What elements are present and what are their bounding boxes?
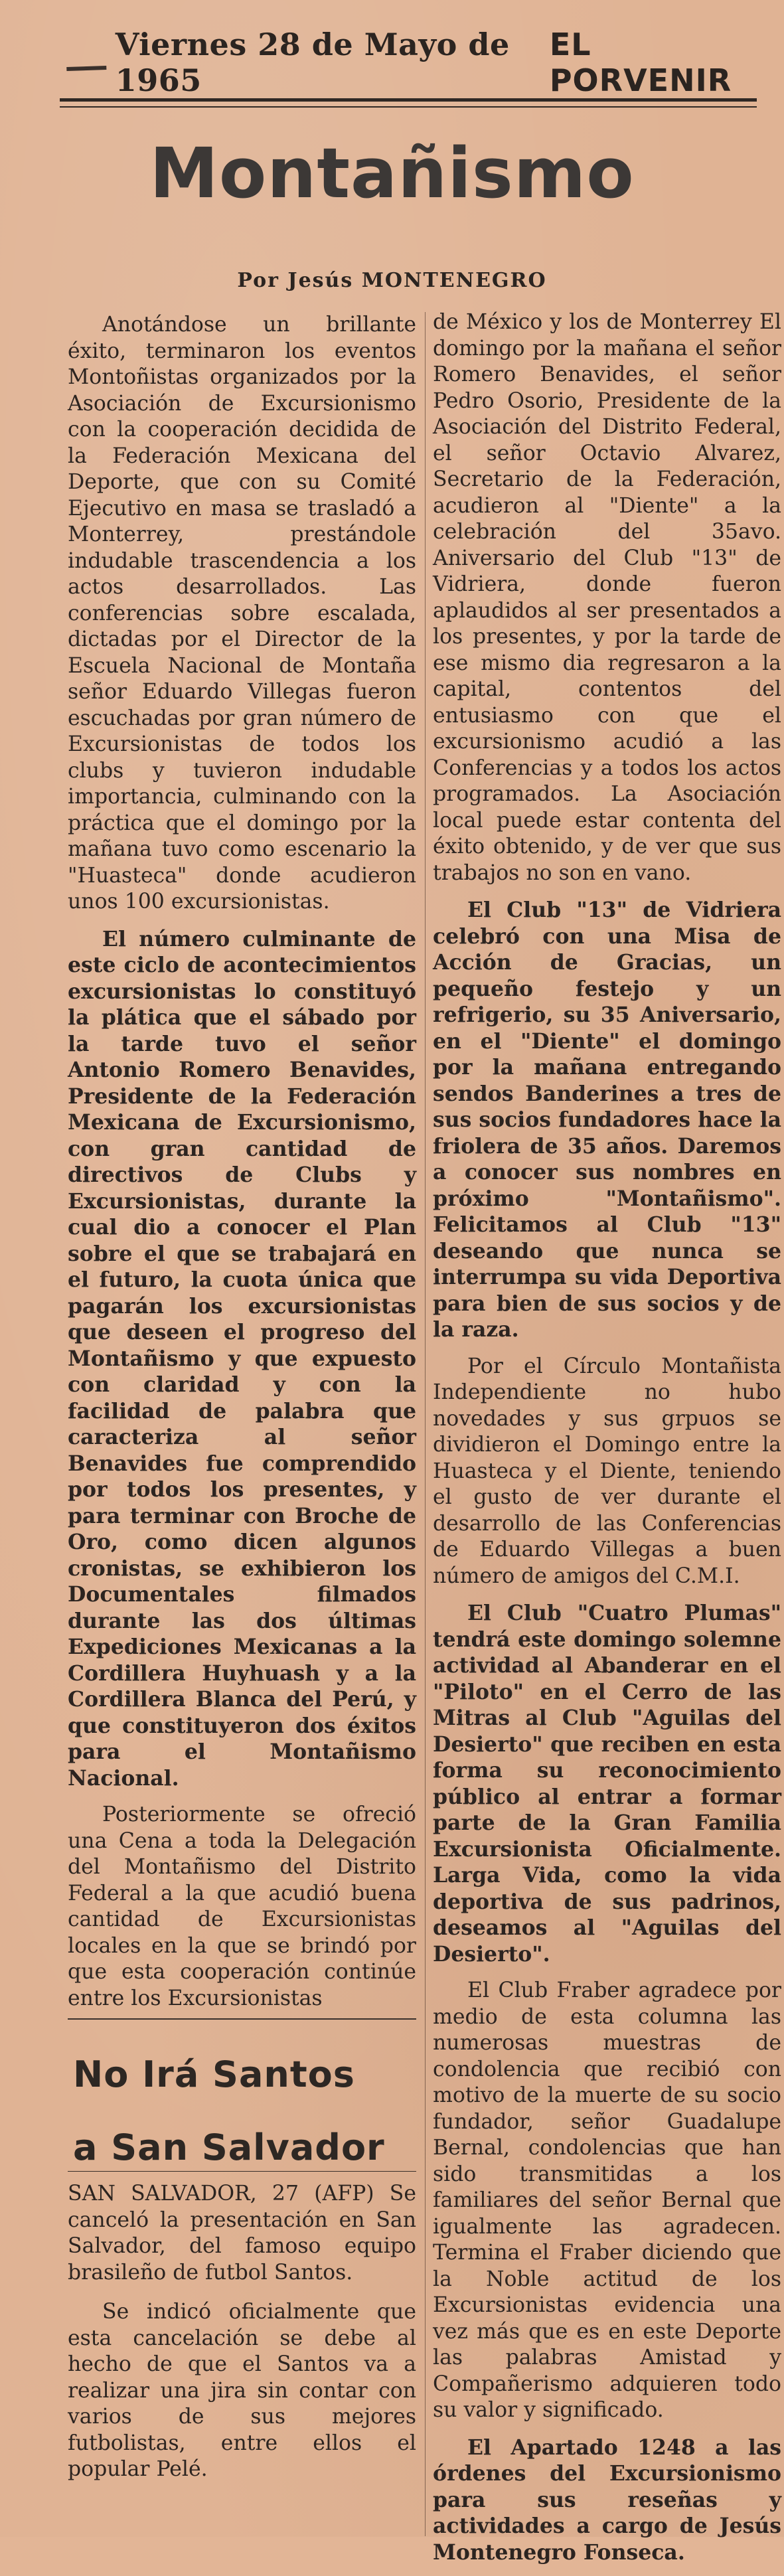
paragraph: Se indicó oficialmente que esta cancelación se debe al hecho de que el Santos va a realizar una jira sin contar con varios de sus mejores futbolistas, entre ellos el popular Pelé. [68, 2300, 416, 2481]
masthead-paper-name: EL PORVENIR [549, 27, 732, 98]
headline-underline [68, 2171, 416, 2172]
section-divider [68, 2018, 416, 2020]
masthead-date: Viernes 28 de Mayo de 1965 [115, 27, 510, 98]
paragraph [68, 2181, 416, 2286]
headline-line-2: a San Salvador [73, 2127, 385, 2168]
paragraph: Por el Círculo Montañista Independiente no hubo novedades y sus grpuos se dividieron el Domingo entre la Huasteca y el Diente, teniendo el gusto de ver durante el desarrollo de las Conferencias de Eduardo Villegas a buen número de amigos del C.M.I. [433, 1354, 781, 1588]
paragraph: de México y los de Monterrey El domingo por la mañana el señor Romero Benavides, el señor Pedro Osorio, Presidente de la Asociación del Distrito Federal, el señor Octavio Alvarez, Secretario de la Federación, acudieron al "Diente" a la celebración del 35avo. Aniversario del Club "13" de Vidriera, donde fueron aplaudidos al ser presentados a los presentes, y por la tarde de ese mismo dia regresaron a la capital, contentos del entusiasmo con que el excursionismo acudió a las Conferencias y a todos los actos programados. La Asociación local puede estar contenta del éxito obtenido, y de ver que sus trabajos no son en vano. [433, 310, 781, 885]
headline-line-1: No Irá Santos [73, 2053, 355, 2095]
masthead-rule [60, 98, 757, 102]
masthead [66, 27, 750, 98]
article-title: Montañismo [149, 133, 635, 214]
column-divider [425, 312, 426, 2536]
paragraph: Posteriormente se ofreció una Cena a toda la Delegación del Montañismo del Distrito Federal a la que acudió buena cantidad de Excursionistas locales en la que se brindó por que esta cooperación continúe entre los Excursionistas [68, 1803, 416, 2010]
paragraph: Anotándose un brillante éxito, terminaron los eventos Montoñistas organizados por la Asociación de Excursionismo con la cooperación decidida de la Federación Mexicana del Deporte, que con su Comité Ejecutivo en masa se trasladó a Monterrey, prestándole indudable trascendencia a los actos desarrollados. Las conferencias sobre escalada, dictadas por el Director de la Escuela Nacional de Montaña señor Eduardo Villegas fueron escuchadas por gran número de Excursionistas de todos los clubs y tuvieron indudable importancia, culminando con la práctica que el domingo por la mañana tuvo como escenario la "Huasteca" donde acudieron unos 100 excursionistas. [68, 313, 416, 914]
right-column [433, 309, 781, 2576]
article-byline: Por Jesús MONTENEGRO [237, 269, 547, 292]
paragraph-text: Se canceló la presentación en San Salvador, del famoso equipo brasileño de futbol Santos. [68, 2182, 416, 2285]
paragraph: El número culminante de este ciclo de acontecimientos excursionistas lo constituyó la plática que el sábado por la tarde tuvo el señor Antonio Romero Benavides, Presidente de la Federación Mexicana de Excursionismo, con gran cantidad de directivos de Clubs y Excursionistas, durante la cual dio a conocer el Plan sobre el que se trabajará en el futuro, la cuota única que pagarán los excursionistas que deseen el progreso del Montañismo y que expuesto con claridad y con la facilidad de palabra que caracteriza al señor Benavides fue comprendido por todos los presentes, y para terminar con Broche de Oro, como dicen algunos cronistas, se exhibieron los Documentales filmados durante las dos últimas Expediciones Mexicanas a la Cordillera Huyhuash y a la Cordillera Blanca del Perú, y que constituyeron dos éxitos para el Montañismo Nacional. [68, 926, 416, 1791]
paragraph: El Club "Cuatro Plumas" tendrá este domingo solemne actividad al Abanderar en el "Piloto" en el Cerro de las Mitras al Club "Aguilas del Desierto" que reciben en esta forma su reconocimiento público al entrar a formar parte de la Gran Familia Excursionista Oficialmente. Larga Vida, como la vida deportiva de sus padrinos, deseamos al "Aguilas del Desierto". [433, 1601, 781, 1967]
scribble-mark [66, 54, 107, 71]
paragraph: El Club Fraber agradece por medio de esta columna las numerosas muestras de condolencia que recibió con motivo de la muerte de su socio fundador, señor Guadalupe Bernal, condolencias que han sido transmitidas a los familiares del señor Bernal que igualmente las agradecen. Termina el Fraber diciendo que la Noble actitud de los Excursionistas evidencia una vez más que es en este Deporte las palabras Amistad y Compañerismo adquieren todo su valor y significado. [433, 1978, 781, 2422]
masthead-rule-thin [60, 106, 757, 108]
left-column [68, 312, 416, 2022]
dateline: SAN SALVADOR, 27 (AFP) [68, 2182, 374, 2206]
paragraph: El Club "13" de Vidriera celebró con una Misa de Acción de Gracias, un pequeño festejo y un refrigerio, su 35 Aniversario, en el "Diente" el domingo por la mañana entregando sendos Banderines a tres de sus socios fundadores hace la friolera de 35 años. Daremos a conocer sus nombres en próximo "Montañismo". Felicitamos al Club "13" deseando que nunca se interrumpa su vida Deportiva para bien de sus socios y de la raza. [433, 898, 781, 1342]
paragraph: El Apartado 1248 a las órdenes del Excursionismo para sus reseñas y actividades a cargo de Jesús Montenegro Fonseca. [433, 2435, 781, 2565]
santos-column [68, 2181, 416, 2496]
headline-santos [73, 2038, 412, 2184]
